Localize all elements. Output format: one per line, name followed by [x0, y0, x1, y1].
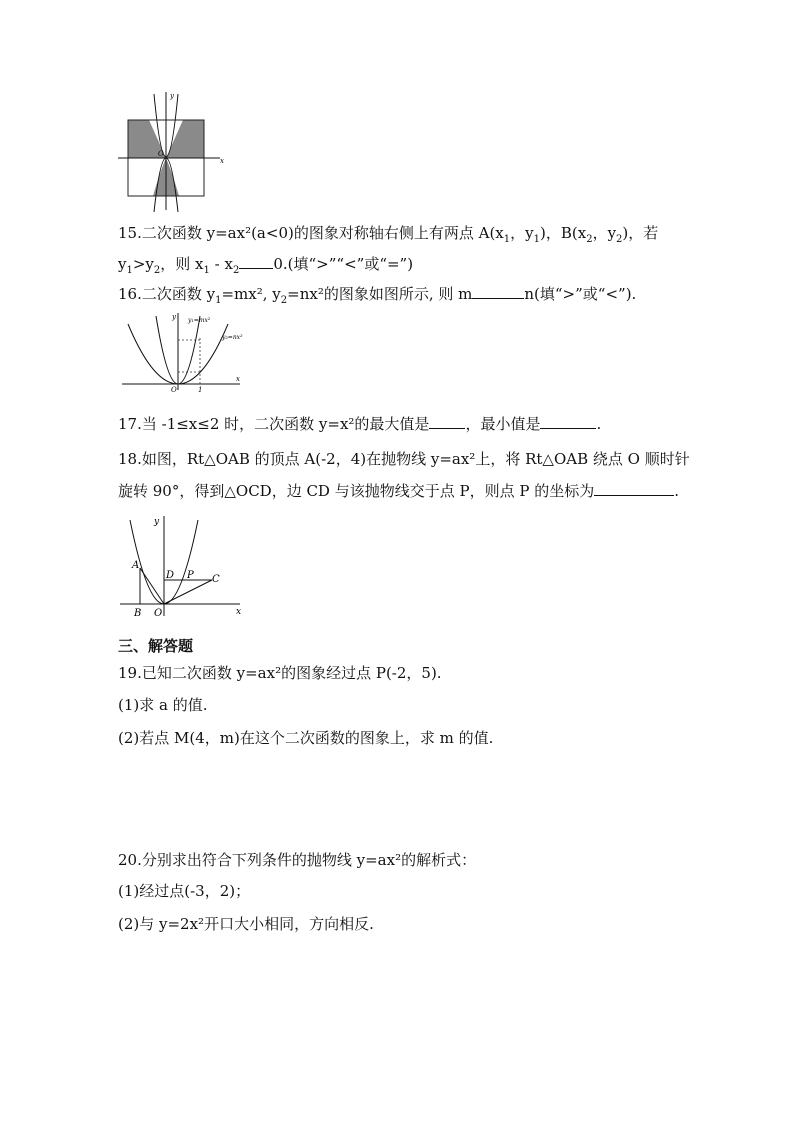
figure-18-label-B: B — [134, 608, 142, 619]
answer-blank-17-max[interactable] — [429, 414, 465, 429]
section-3-title: 三、解答题 — [118, 637, 194, 655]
question-19-part-2: (2)若点 M(4，m)在这个二次函数的图象上，求 m 的值. — [118, 729, 494, 747]
figure-14-shaded-parabolas — [118, 90, 228, 215]
figure-16-y-label: y — [172, 313, 176, 321]
figure-16-label-y2: y₂=nx² — [222, 334, 243, 341]
question-19-title: 19.已知二次函数 y=ax²的图象经过点 P(-2，5). — [118, 664, 442, 682]
figure-14-x-label: x — [220, 157, 224, 165]
figure-18-label-A: A — [132, 560, 140, 571]
figure-18-label-D: D — [166, 570, 175, 581]
question-20-title: 20.分别求出符合下列条件的抛物线 y=ax²的解析式： — [118, 851, 477, 869]
answer-blank-16[interactable] — [472, 284, 524, 299]
question-15-line-1: 15.二次函数 y=ax²(a<0)的图象对称轴右侧上有两点 $A(x_1$，$y_1$)，$B(x_2$，$y_2$)，若 — [118, 224, 659, 245]
question-19-part-1: (1)求 a 的值. — [118, 696, 208, 714]
figure-18-label-P: P — [187, 570, 194, 581]
figure-18-segment-OA — [140, 568, 164, 604]
figure-16-label-y1: y₁=mx² — [188, 317, 211, 324]
question-20-part-2: (2)与 y=2x²开口大小相同，方向相反. — [118, 915, 374, 933]
figure-14-y-label: y — [170, 92, 174, 100]
figure-18-label-x: x — [236, 607, 242, 617]
question-17-text: 17.当 -1≤x≤2 时，二次函数 y=x²的最大值是 ，最小值是 . — [118, 415, 602, 433]
figure-16-origin-label: O — [171, 386, 177, 394]
question-15-line-2: $y_1>y_2$，则 $x_1 - x_2$ 0.(填“>”“<”或“=”) — [118, 255, 414, 276]
answer-blank-17-min[interactable] — [540, 414, 596, 429]
question-20-part-1: (1)经过点(-3，2)； — [118, 882, 251, 900]
question-18-line-1: 18.如图，Rt△OAB 的顶点 A(-2，4)在抛物线 y=ax²上，将 Rt△OAB 绕点 O 顺时针 — [118, 450, 690, 468]
question-16-text: 16.二次函数 $y_1=mx^2$, $y_2=nx^2$的图象如图所示, 则 m n(填“>”或“<”). — [118, 285, 637, 306]
figure-16-tick-1: 1 — [198, 386, 203, 394]
figure-18-label-O: O — [154, 608, 163, 619]
figure-18-label-C: C — [212, 574, 220, 585]
figure-14-origin-label: O — [158, 150, 164, 158]
figure-18-segment-OC — [164, 580, 212, 604]
figure-16-x-label: x — [236, 375, 240, 383]
figure-16-two-parabolas — [118, 310, 248, 395]
question-18-line-2: 旋转 90°，得到△OCD，边 CD 与该抛物线交于点 P，则点 P 的坐标为 . — [118, 482, 680, 500]
answer-blank-18[interactable] — [594, 481, 674, 496]
figure-18-label-y: y — [154, 517, 160, 527]
answer-blank-15[interactable] — [239, 254, 273, 269]
figure-18-rotated-triangle — [118, 512, 248, 622]
